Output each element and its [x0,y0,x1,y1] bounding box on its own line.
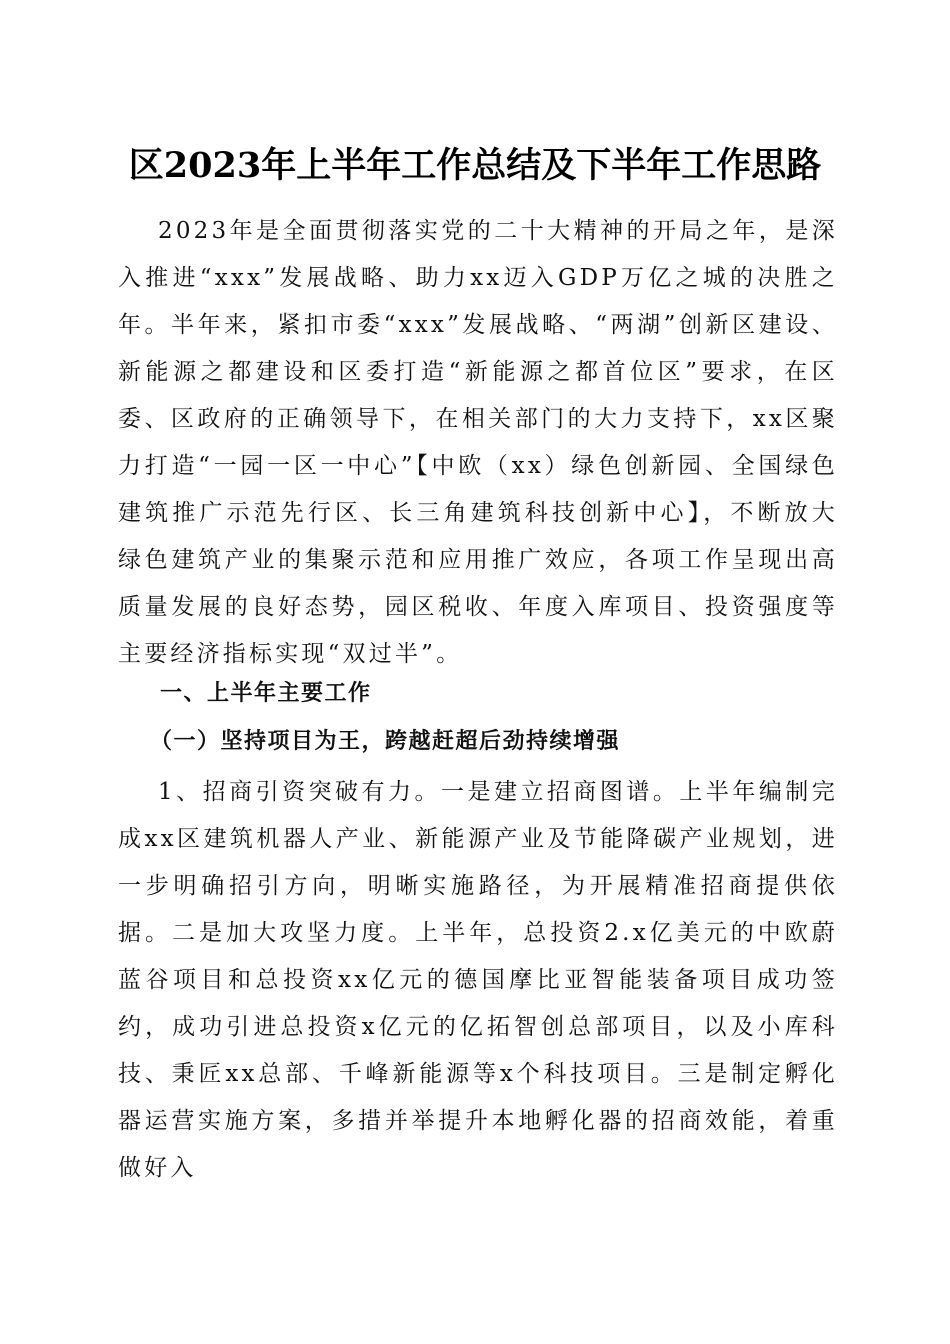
point1-paragraph: 1、招商引资突破有力。一是建立招商图谱。上半年编制完成xx区建筑机器人产业、新能源产业及节能降碳产业规划，进一步明确招引方向，明晰实施路径，为开展精准招商提供依据。二是加大攻坚力度。上半年，总投资2.x亿美元的中欧蔚蓝谷项目和总投资xx亿元的德国摩比亚智能装备项目成功签约，成功引进总投资x亿元的亿拓智创总部项目，以及小库科技、秉匠xx总部、千峰新能源等x个科技项目。三是制定孵化器运营实施方案，多措并举提升本地孵化器的招商效能，着重做好入 [118,779,838,1181]
document-title: 区2023年上半年工作总结及下半年工作思路 [128,145,822,186]
point1-section [118,769,838,1192]
intro-paragraph: 2023年是全面贯彻落实党的二十大精神的开局之年，是深入推进“xxx”发展战略、助力xx迈入GDP万亿之城的决胜之年。半年来，紧扣市委“xxx”发展战略、“两湖”创新区建设、新能源之都建设和区委打造“新能源之都首位区”要求，在区委、区政府的正确领导下，在相关部门的大力支持下，xx区聚力打造“一园一区一中心”【中欧（xx）绿色创新园、全国绿色建筑推广示范先行区、长三角建筑科技创新中心】，不断放大绿色建筑产业的集聚示范和应用推广效应，各项工作呈现出高质量发展的良好态势，园区税收、年度入库项目、投资强度等主要经济指标实现“双过半”。 [118,218,838,667]
subsection-heading-projects: （一）坚持项目为王，跨越赶超后劲持续增强 [150,728,621,754]
intro-section [118,208,838,678]
section-heading-first-half-work: 一、上半年主要工作 [160,681,372,706]
